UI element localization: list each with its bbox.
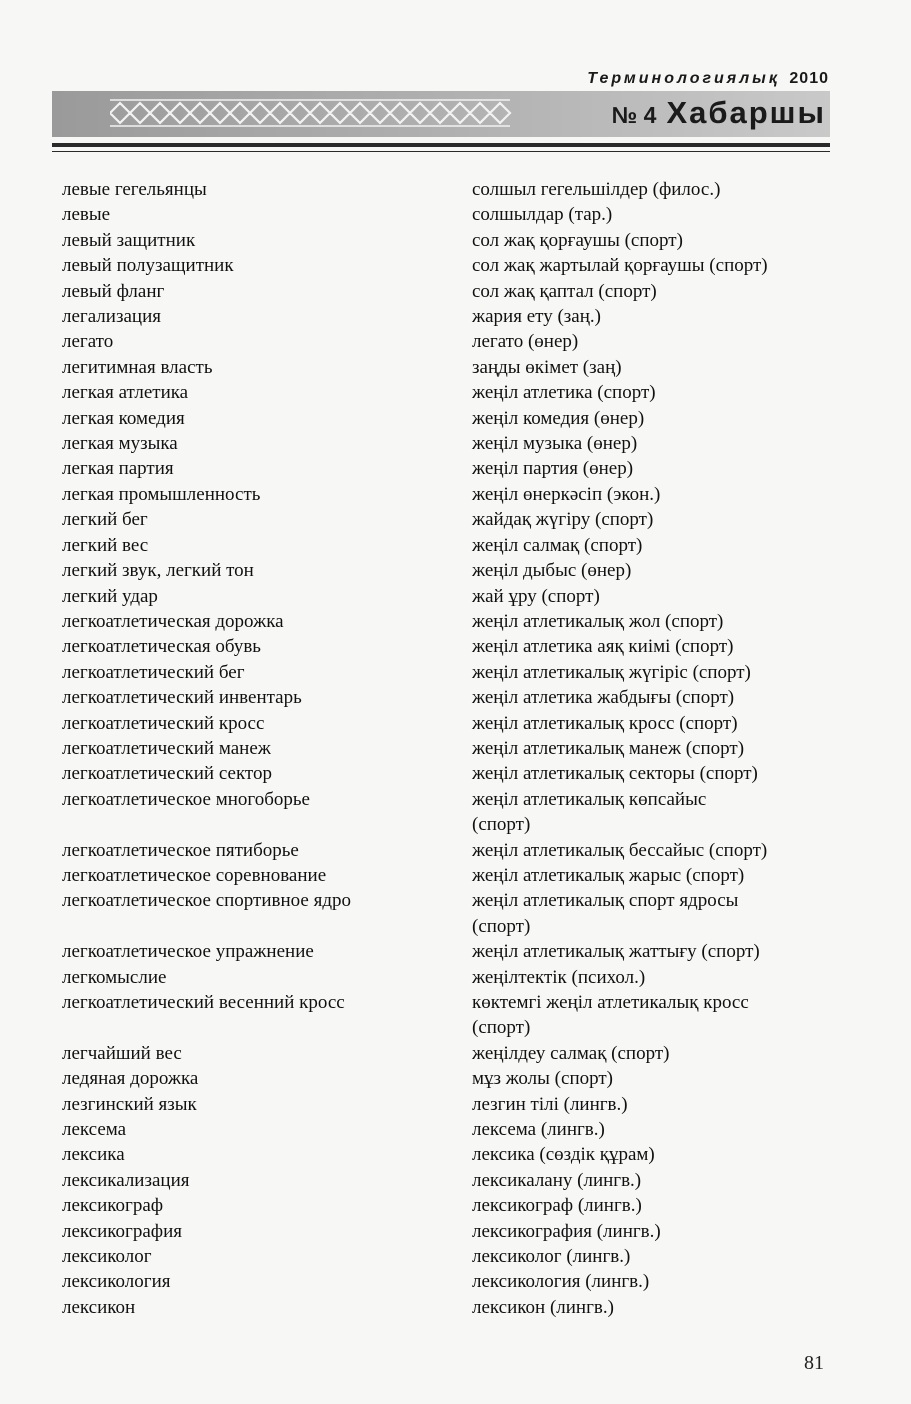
header-band — [52, 91, 830, 137]
russian-term: левый полузащитник — [62, 255, 234, 277]
kazakh-term: жеңіл атлетикалық жүгіріс (спорт) — [472, 661, 751, 683]
kazakh-term: жеңіл атлетикалық бессайыс (спорт) — [472, 839, 768, 861]
russian-term: лезгинский язык — [62, 1093, 197, 1115]
russian-term: легкая музыка — [62, 433, 178, 455]
russian-term: легкоатлетическая дорожка — [62, 610, 284, 632]
kazakh-term: лексема (лингв.) — [472, 1119, 605, 1141]
kazakh-term: солшыл гегельшілдер (филос.) — [472, 179, 721, 200]
header-rule-thin — [52, 151, 830, 152]
kazakh-term: жеңіл комедия (өнер) — [472, 407, 645, 429]
kazakh-term: көктемгі жеңіл атлетикалық кросс — [472, 992, 749, 1013]
russian-term: лексикон — [62, 1296, 136, 1318]
russian-term: лексикография — [62, 1220, 182, 1242]
kazakh-term: жеңіл атлетикалық жол (спорт) — [472, 610, 724, 632]
kazakh-term: сол жақ жартылай қорғаушы (спорт) — [472, 255, 768, 277]
russian-term: легкоатлетический кросс — [62, 712, 265, 734]
kazakh-term: жеңіл партия (өнер) — [472, 458, 634, 480]
journal-header — [587, 70, 829, 88]
russian-term: легкоатлетическое многоборье — [62, 788, 310, 810]
russian-term: легитимная власть — [62, 356, 213, 378]
russian-term: левый защитник — [62, 229, 196, 251]
russian-term: легкий звук, легкий тон — [62, 560, 254, 582]
russian-term: легкая промышленность — [62, 483, 261, 505]
kazakh-term: солшылдар (тар.) — [472, 204, 613, 226]
russian-terms-column — [62, 177, 442, 1320]
russian-term: лексиколог — [62, 1246, 152, 1268]
kazakh-term: сол жақ қаптал (спорт) — [472, 280, 657, 302]
russian-term: легчайший вес — [62, 1042, 182, 1064]
russian-term: легкоатлетический весенний кросс — [62, 992, 345, 1013]
kazakh-terms-column — [472, 177, 832, 1320]
russian-term: легкомыслие — [62, 966, 167, 988]
kazakh-term: лексикология (лингв.) — [472, 1271, 650, 1293]
russian-term: лексикограф — [62, 1195, 164, 1217]
russian-term: легкая атлетика — [62, 382, 189, 404]
kazakh-term: легато (өнер) — [472, 331, 579, 353]
kazakh-term: (спорт) — [472, 814, 531, 836]
kazakh-term: жай ұру (спорт) — [472, 585, 600, 607]
header-rule-thick — [52, 143, 830, 147]
russian-term: легкоатлетическое спортивное ядро — [62, 890, 351, 912]
russian-term: лексикализация — [62, 1169, 190, 1191]
russian-term: легкая комедия — [62, 407, 185, 429]
russian-term: легкоатлетический манеж — [62, 737, 271, 759]
kazakh-term: сол жақ қорғаушы (спорт) — [472, 229, 683, 251]
russian-term: лексикология — [62, 1271, 171, 1293]
kazakh-term: жеңіл атлетикалық кросс (спорт) — [472, 712, 738, 734]
russian-term — [62, 914, 442, 939]
kazakh-term: мұз жолы (спорт) — [472, 1068, 613, 1090]
russian-term: лексика — [62, 1144, 125, 1166]
russian-term: левые — [62, 204, 111, 226]
kazakh-term: лексикалану (лингв.) — [472, 1169, 642, 1191]
russian-term: ледяная дорожка — [62, 1068, 199, 1090]
kazakh-term: жеңіл атлетикалық жарыс (спорт) — [472, 864, 745, 886]
russian-term: легкоатлетическое упражнение — [62, 941, 314, 963]
kazakh-term: жеңілдеу салмақ (спорт) — [472, 1042, 670, 1064]
kazakh-term: жеңіл өнеркәсіп (экон.) — [472, 483, 661, 505]
kazakh-term: лексикон (лингв.) — [472, 1296, 614, 1318]
journal-year: 2010 — [789, 70, 829, 87]
kazakh-term: жеңіл атлетикалық спорт ядросы — [472, 890, 739, 912]
russian-term: легализация — [62, 306, 161, 328]
page-number: 81 — [804, 1352, 824, 1374]
russian-term — [62, 1015, 442, 1040]
kazakh-term: жеңіл музыка (өнер) — [472, 433, 638, 455]
journal-title-text: Хабаршы — [666, 95, 826, 130]
kazakh-term: жария ету (заң.) — [472, 306, 601, 328]
kazakh-term: жеңіл салмақ (спорт) — [472, 534, 643, 556]
ornament-border — [110, 97, 530, 129]
kazakh-term: жеңіл атлетикалық көпсайыс — [472, 788, 707, 810]
kazakh-term: жеңіл атлетикалық жаттығу (спорт) — [472, 941, 760, 963]
issue-number: № 4 — [611, 102, 657, 128]
kazakh-term: лексикография (лингв.) — [472, 1220, 661, 1242]
russian-term: легато — [62, 331, 114, 353]
russian-term: легкоатлетическая обувь — [62, 636, 261, 658]
kazakh-term: лексиколог (лингв.) — [472, 1246, 631, 1268]
russian-term — [62, 812, 442, 837]
russian-term: легкоатлетический инвентарь — [62, 687, 302, 709]
kazakh-term: жеңіл атлетика жабдығы (спорт) — [472, 687, 735, 709]
kazakh-term: жеңіл атлетикалық манеж (спорт) — [472, 737, 745, 759]
russian-term: легкий удар — [62, 585, 158, 607]
journal-name: Терминологиялық — [587, 70, 780, 87]
kazakh-term: жеңіл атлетика аяқ киімі (спорт) — [472, 636, 734, 658]
kazakh-term: жайдақ жүгіру (спорт) — [472, 509, 654, 531]
journal-title — [612, 95, 826, 131]
kazakh-term: лексика (сөздік құрам) — [472, 1144, 655, 1166]
russian-term: легкий бег — [62, 509, 148, 531]
kazakh-term: заңды өкімет (заң) — [472, 356, 622, 378]
kazakh-term: (спорт) — [472, 915, 531, 937]
russian-term: легкий вес — [62, 534, 149, 556]
kazakh-term: (спорт) — [472, 1017, 531, 1039]
russian-term: легкая партия — [62, 458, 174, 480]
russian-term: легкоатлетический сектор — [62, 763, 272, 785]
kazakh-term: жеңіл атлетика (спорт) — [472, 382, 656, 404]
russian-term: лексема — [62, 1119, 127, 1141]
kazakh-term: жеңіл атлетикалық секторы (спорт) — [472, 763, 758, 785]
kazakh-term: жеңіл дыбыс (өнер) — [472, 560, 632, 582]
kazakh-term: лексикограф (лингв.) — [472, 1195, 642, 1217]
russian-term: левые гегельянцы — [62, 179, 207, 200]
russian-term: легкоатлетический бег — [62, 661, 245, 683]
kazakh-term: жеңілтектік (психол.) — [472, 966, 646, 988]
russian-term: левый фланг — [62, 280, 165, 302]
russian-term: легкоатлетическое пятиборье — [62, 839, 299, 861]
kazakh-term: лезгин тілі (лингв.) — [472, 1093, 628, 1115]
russian-term: легкоатлетическое соревнование — [62, 864, 327, 886]
